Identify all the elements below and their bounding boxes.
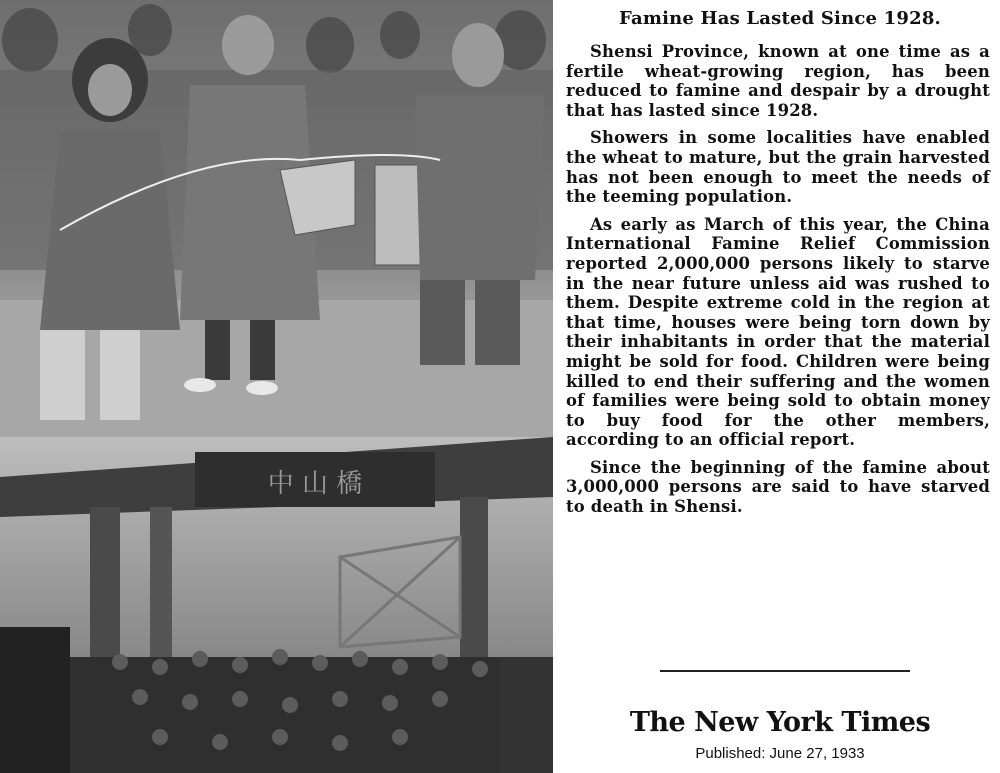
paragraph-2: Showers in some localities have enabled the wheat to mature, but the grain harvested has not been enough to meet the needs of the teeming population. — [566, 128, 990, 207]
divider — [660, 670, 910, 672]
paragraph-3: As early as March of this year, the China International Famine Relief Commission reported 2,000,000 persons likely to starve in the near future unless aid was rushed to them. Despite extreme cold in the region at that time, houses were being torn down by their inhabitants in order that the material might be sold for food. Children were being killed to end their suffering and the women of families were being sold to obtain money to buy food for the other members, according to an official report. — [566, 214, 990, 450]
published-date: Published: June 27, 1933 — [695, 745, 865, 762]
gate-sign: 中 山 橋 — [267, 469, 363, 499]
article-headline: Famine Has Lasted Since 1928. — [618, 8, 942, 29]
bottom-photo — [0, 437, 553, 773]
article-body — [566, 42, 990, 525]
crowd-gate-photo-icon — [0, 437, 553, 773]
top-photo — [0, 0, 553, 437]
news-article — [560, 0, 992, 773]
paragraph-1: Shensi Province, known at one time as a fertile wheat-growing region, has been reduced to famine and despair by a drought that has lasted since 1928. — [566, 42, 990, 120]
children-famine-photo-icon — [0, 0, 553, 437]
masthead-logo: The New York Times — [629, 707, 931, 738]
paragraph-4: Since the beginning of the famine about 3,000,000 persons are said to have starved to death in Shensi. — [566, 457, 990, 517]
